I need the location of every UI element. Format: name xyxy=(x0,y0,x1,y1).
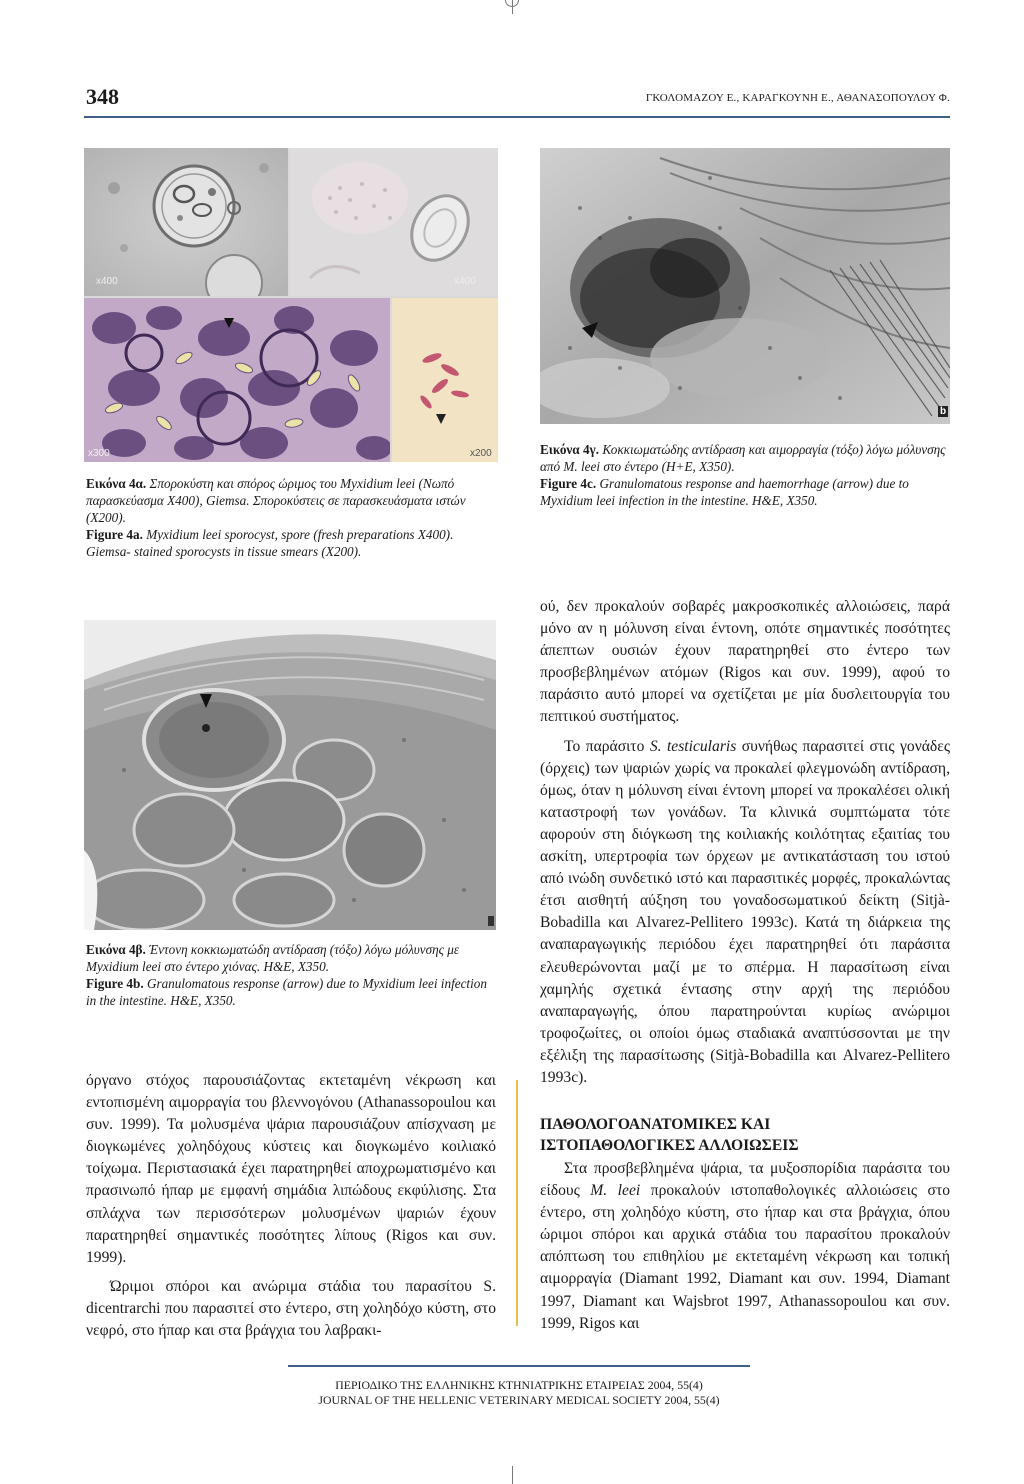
right-column-text-2 xyxy=(540,1158,950,1342)
figure-4a-panel-smear xyxy=(392,298,498,462)
figure-4a-panel-giemsa-tissue xyxy=(84,298,390,462)
right-p3-start: Στα προσβεβλημένα ψάρια, τα μυξοσπορίδια παράσιτα του είδους xyxy=(540,1160,950,1200)
section-title xyxy=(540,1114,950,1156)
column-side-rule xyxy=(516,1080,518,1326)
figure-4a-caption xyxy=(86,475,500,560)
crop-mark-top-line xyxy=(512,0,513,14)
right-p2-rest: συνήθως παρασιτεί στις γονάδες (όρχεις) των ψαριών χωρίς να προκαλεί φλεγμονώδη αντίδραση, όμως, όταν η μόλυνση είναι έντονη μπορεί να προκαλέσει ολική καταστροφή των γονάδων. Τα κλινικά συμπτώματα τότε αφορούν στη διόγκωση της κοιλιακής κοιλότητας εξαιτίας του ασκίτη, υπερτροφία των όρχεων με αντικατάσταση του ιστού από ινώδη συνδετικό ιστό και παρασιτικές μορφές, προκαλώντας έτσι αισθητή αύξηση του γοναδοσωματικού δείκτη (Sitjà-Bobadilla και Alvarez-Pellitero 1993c). Κατά τη διάρκεια της αναπαραγωγικής περιόδου έχει παρατηρηθεί ότι παράσιτα ελευθερώνονται μαζί με το σπέρμα. Η παρασίτωση είναι χαμηλής σχετικά έντασης στην αρχή της περιόδου αναπαραγωγής, όπου παρατηρούνται κυρίως ανώριμοι τροφοζωίτες, οι οποίοι όμως σταδιακά αναπτύσσονται με την εξέλιξη της παρασίτωσης (Sitjà-Bobadilla και Alvarez-Pellitero 1993c). xyxy=(540,737,950,1086)
left-column-text xyxy=(86,1070,496,1349)
figure-4a-panel4-mag: x200 xyxy=(470,448,492,459)
caption-4a-english-text: Myxidium leei sporocyst, spore (fresh preparations X400). Giemsa- stained sporocysts in tissue smears (X200). xyxy=(86,527,454,559)
section-title-line2: ΙΣΤΟΠΑΘΟΛΟΓΙΚΕΣ ΑΛΛΟΙΩΣΕΙΣ xyxy=(540,1137,799,1154)
caption-4c-english-text: Granulomatous response and haemorrhage (arrow) due to Myxidium leei infection in the intestine. H&E, X350. xyxy=(540,476,909,508)
caption-4b-greek-lead: Εικόνα 4β. xyxy=(86,942,146,957)
crop-mark-bottom xyxy=(512,1466,513,1484)
right-p2-species: S. testicularis xyxy=(649,737,737,755)
right-p3-rest: προκαλούν ιστοπαθολογικές αλλοιώσεις στο έντερο, στη χοληδόχο κύστη, στο ήπαρ και στα βράγχια, όπου ώριμοι σπόροι και αρχικά στάδια του παρασίτου προκαλούν απόπτωση του επιθηλίου με εκτεταμένη νέκρωση και τοπική αιμορραγία (Diamant 1992, Diamant και συν. 1994, Diamant 1997, Diamant και Wajsbrot 1997, Athanassopoulou και συν. 1999, Rigos και xyxy=(540,1182,951,1332)
right-paragraph-2 xyxy=(540,736,950,1090)
figure-4a-panel-sporocyst xyxy=(84,148,288,296)
header-rule xyxy=(84,116,950,118)
figure-4b-micrograph xyxy=(84,620,496,930)
right-p3-species: M. leei xyxy=(590,1182,641,1200)
figure-4a-panel-spore xyxy=(290,148,498,296)
caption-4b-greek-text: Έντονη κοκκιωματώδη αντίδραση (τόξο) λόγω μόλυνσης με Myxidium leei στο έντερο χιόνας. H&E, X350. xyxy=(86,942,460,974)
left-paragraph-2: Ώριμοι σπόροι και ανώριμα στάδια του παρασίτου S. dicentrarchi που παρασιτεί στο έντερο, στη χοληδόχο κύστη, στο νεφρό, στο ήπαρ και στα βράγχια του λαβρακι- xyxy=(86,1277,496,1340)
figure-4c-micrograph xyxy=(540,148,950,424)
right-column-text xyxy=(540,596,950,1096)
caption-4c-greek-text: Κοκκιωματώδης αντίδραση και αιμορραγία (τόξο) λόγω μόλυνσης από M. leei στο έντερο (H+E, X350). xyxy=(540,442,946,474)
journal-footer xyxy=(288,1378,750,1408)
footer-rule xyxy=(288,1365,750,1367)
caption-4b-english-lead: Figure 4b. xyxy=(86,976,144,991)
figure-4a-panel1-mag: x400 xyxy=(96,276,118,287)
footer-line-greek: ΠΕΡΙΟΔΙΚΟ ΤΗΣ ΕΛΛΗΝΙΚΗΣ ΚΤΗΝΙΑΤΡΙΚΗΣ ΕΤΑΙΡΕΙΑΣ 2004, 55(4) xyxy=(335,1378,703,1392)
footer-line-english: JOURNAL OF THE HELLENIC VETERINARY MEDICAL SOCIETY 2004, 55(4) xyxy=(318,1393,720,1407)
right-paragraph-3 xyxy=(540,1158,950,1335)
caption-4b-english-text: Granulomatous response (arrow) due to Myxidium leei infection in the intestine. H&E, X350. xyxy=(86,976,487,1008)
figure-4a-panel3-mag: x300 xyxy=(88,448,110,459)
caption-4c-english-lead: Figure 4c. xyxy=(540,476,597,491)
figure-4a-panel2-mag: x400 xyxy=(454,276,476,287)
caption-4a-greek-lead: Εικόνα 4α. xyxy=(86,476,147,491)
left-paragraph-1: όργανο στόχος παρουσιάζοντας εκτεταμένη νέκρωση και εντοπισμένη αιμορραγία του βλεννογόνου (Athanassopoulou και συν. 1999). Τα μολυσμένα ψάρια παρουσιάζουν απίσχναση με διογκωμένες χοληδόχους κύστεις και διογκωμένο κοιλιακό τοίχωμα. Περιστασιακά έχει παρατηρηθεί αποχρωματισμένο και πρασινωπό ήπαρ με εμφανή σημάδια λιπώδους εκφύλισης. Στα σπλάχνα των περισσότερων μολυσμένων ψαριών έχουν παρατηρηθεί σημαντικές ποσότητες λίπους (Rigos και συν. 1999). xyxy=(86,1072,496,1266)
page-number: 348 xyxy=(86,84,119,109)
right-paragraph-1: ού, δεν προκαλούν σοβαρές μακροσκοπικές αλλοιώσεις, παρά μόνο αν η μόλυνση είναι έντονη, οπότε σημαντικές ποσότητες άπεπτων ουσιών έχουν παρατηρηθεί στο έντερο των προσβεβλημένων ατόμων (Rigos και συν. 1999), αφού το παράσιτο αυτό μπορεί να σχετίζεται με μία δυσλειτουργία του πεπτικού συστήματος. xyxy=(540,598,950,726)
figure-4b xyxy=(84,620,496,930)
figure-4b-caption xyxy=(86,941,498,1009)
caption-4a-greek-text: Σπορoκύστη και σπόρος ώριμος του Myxidium leei (Νωπό παρασκεύασμα Χ400), Giemsa. Σπορoκύστεις σε παρασκευάσματα ιστών (Χ200). xyxy=(86,476,466,525)
section-title-line1: ΠΑΘΟΛΟΓΟΑΝΑΤΟΜΙΚΕΣ ΚΑΙ xyxy=(540,1116,771,1133)
running-head-authors: ΓΚΟΛΟΜΑΖΟΥ Ε., ΚΑΡΑΓΚΟΥΝΗ Ε., ΑΘΑΝΑΣΟΠΟΥΛΟΥ Φ. xyxy=(645,92,950,104)
figure-4c-panel-label: b xyxy=(940,406,947,417)
right-p2-start: Το παράσιτο xyxy=(564,737,650,755)
figure-4c xyxy=(540,148,950,424)
caption-4a-english-lead: Figure 4a. xyxy=(86,527,143,542)
figure-4c-caption xyxy=(540,441,950,509)
figure-4a xyxy=(84,148,498,462)
caption-4c-greek-lead: Εικόνα 4γ. xyxy=(540,442,600,457)
